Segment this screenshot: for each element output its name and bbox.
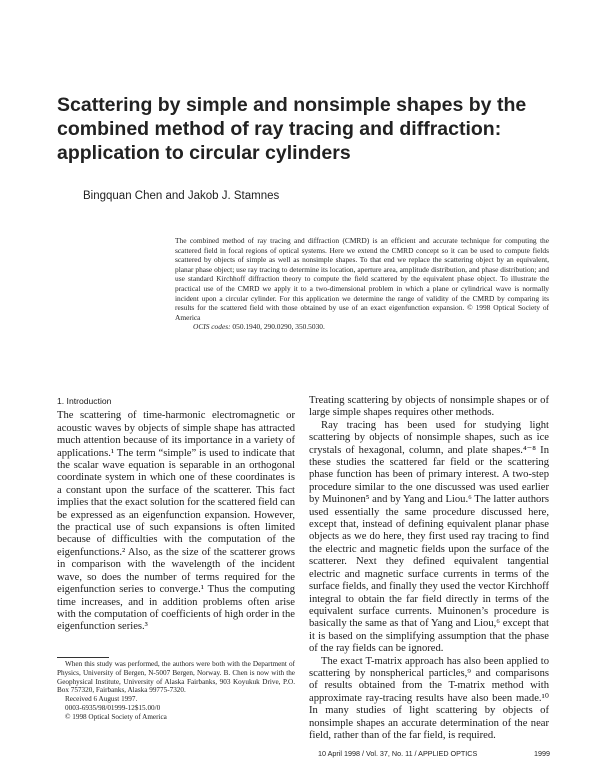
footnote-divider bbox=[57, 657, 109, 658]
right-paragraph-3: The exact T-matrix approach has also been applied to scattering by nonspherical particles,⁹ and comparisons of results obtained from the T-matrix method with approximate ray-tracing results have also been made.¹⁰ In many studies of light scattering by objects of nonsimple shapes an accurate determination of the near field, rather than of the far field, is required. bbox=[309, 655, 549, 741]
footnote-affiliation: When this study was performed, the authors were both with the Department of Physics, University of Bergen, N-5007 Bergen, Norway. B. Chen is now with the Geophysical Institute, University of Alaska Fairbanks, 903 Koyukuk Drive, P.O. Box 757320, Fairbanks, Alaska 99775-7320. bbox=[57, 660, 295, 695]
article-authors: Bingquan Chen and Jakob J. Stamnes bbox=[83, 190, 280, 202]
footnote-received: Received 6 August 1997. bbox=[65, 695, 138, 704]
right-paragraph-2: Ray tracing has been used for studying light scattering by objects of nonsimple shapes, such as ice crystals of hexagonal, column, and plate shapes.⁴⁻⁸ In these studies the scattered far field or the scattering phase function has been of primary interest. A two-step procedure similar to the one discussed was used earlier by Muinonen⁵ and by Yang and Liou.⁶ The latter authors used essentially the same procedure discussed here, except that, instead of defining equivalent planar phase objects as we do here, they first used ray tracing to find the electric and magnetic fields upon the surface of the scatterer. Next they defined equivalent tangential electric and magnetic surface currents in terms of the surface fields, and finally they used the vector Kirchhoff integral to obtain the far field directly in terms of the equivalent surface currents. Muinonen’s procedure is basically the same as that of Yang and Liou,⁶ except that it is based on the simplifying assumption that the phase of the ray fields can be ignored. bbox=[309, 419, 549, 655]
right-paragraph-1: Treating scattering by objects of nonsimple shapes or of large simple shapes requires other methods. bbox=[309, 395, 549, 419]
journal-citation: 10 April 1998 / Vol. 37, No. 11 / APPLIED OPTICS bbox=[318, 749, 478, 758]
ocis-line bbox=[193, 322, 325, 331]
ocis-label: OCIS codes: bbox=[193, 322, 231, 332]
section-heading: 1. Introduction bbox=[57, 396, 112, 406]
left-column bbox=[57, 395, 295, 634]
footnote-code: 0003-6935/98/01999-12$15.00/0 bbox=[65, 703, 161, 712]
footnotes bbox=[57, 660, 295, 722]
running-footer bbox=[318, 749, 550, 758]
abstract bbox=[175, 236, 549, 332]
abstract-text: The combined method of ray tracing and diffraction (CMRD) is an efficient and accurate technique for computing the scattered field in focal regions of optical systems. Here we extend the CMRD concept so it can be used to compute fields scattered by objects of simple as well as nonsimple shapes. To that end we replace the scattering object by an equivalent, planar phase object; use ray tracing to determine its location, aperture area, amplitude distribution, and phase distribution; and use standard Kirchhoff diffraction theory to compute the field scattered by the equivalent phase object. To illustrate the practical use of the CMRD we apply it to a two-dimensional problem in which a plane or cylindrical wave is normally incident upon a circular cylinder. For this application we determine the range of validity of the CMRD by comparing its results for the scattered field with those obtained by use of an exact eigenfunction expansion. © 1998 Optical Society of America bbox=[175, 236, 549, 322]
ocis-codes: 050.1940, 290.0290, 350.5030. bbox=[232, 322, 325, 332]
footnote-copyright: © 1998 Optical Society of America bbox=[65, 712, 167, 721]
page-number: 1999 bbox=[534, 749, 550, 758]
article-title: Scattering by simple and nonsimple shapes by the combined method of ray tracing and diffraction: application to circular cylinders bbox=[57, 94, 527, 164]
right-column bbox=[309, 395, 549, 742]
intro-paragraph-1: The scattering of time-harmonic electromagnetic or acoustic waves by objects of simple shape has attracted much attention because of its importance in a variety of applications.¹ The term “simple” is used to indicate that the scalar wave equation is separable in an orthogonal coordinate system in which one of these coordinates is a constant upon the surface of the scatterer. This fact implies that the exact solution for the scattered field can be expressed as an eigenfunction expansion. However, the practical use of such expansions is often limited because of difficulties with the computation of the eigenfunctions.² Also, as the size of the scatterer grows in comparison with the wavelength of the incident wave, so does the number of terms required for the eigenfunction series to converge.¹ Thus the computing time increases, and in addition problems often arise with the computation of coefficients of high order in the eigenfunction series.³ bbox=[57, 410, 295, 633]
